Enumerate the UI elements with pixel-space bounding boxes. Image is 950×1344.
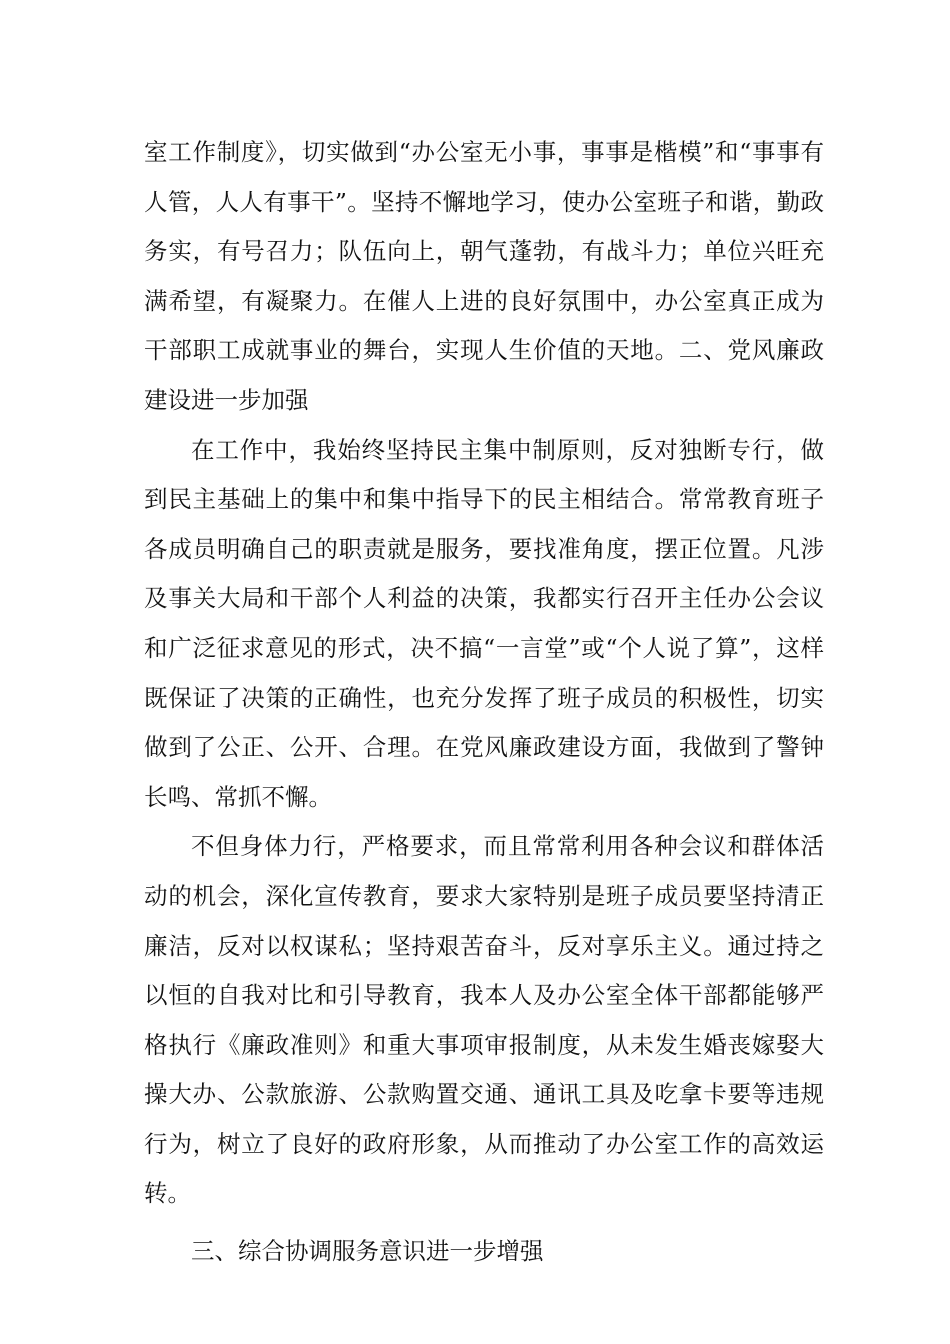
paragraph-3: 不但身体力行，严格要求，而且常常利用各种会议和群体活动的机会，深化宣传教育，要求大家特别是班子成员要坚持清正廉洁，反对以权谋私；坚持艰苦奋斗，反对享乐主义。通过持之以恒的自我对比和引导教育，我本人及办公室全体干部都能够严格执行《廉政准则》和重大事项审报制度，从未发生婚丧嫁娶大操大办、公款旅游、公款购置交通、通讯工具及吃拿卡要等违规行为，树立了良好的政府形象，从而推动了办公室工作的高效运转。 <box>144 832 824 1208</box>
document-body <box>144 128 824 1277</box>
section-heading: 三、综合协调服务意识进一步增强 <box>191 1237 544 1266</box>
paragraph-1: 室工作制度》，切实做到“办公室无小事，事事是楷模”和“事事有人管，人人有事干”。坚持不懈地学习，使办公室班子和谐，勤政务实，有号召力；队伍向上，朝气蓬勃，有战斗力；单位兴旺充满希望，有凝聚力。在催人上进的良好氛围中，办公室真正成为干部职工成就事业的舞台，实现人生价值的天地。二、党风廉政建设进一步加强 <box>144 138 824 414</box>
paragraph-2: 在工作中，我始终坚持民主集中制原则，反对独断专行，做到民主基础上的集中和集中指导下的民主相结合。常常教育班子各成员明确自己的职责就是服务，要找准角度，摆正位置。凡涉及事关大局和干部个人利益的决策，我都实行召开主任办公会议和广泛征求意见的形式，决不搞“一言堂”或“个人说了算”，这样既保证了决策的正确性，也充分发挥了班子成员的积极性，切实做到了公正、公开、合理。在党风廉政建设方面，我做到了警钟长鸣、常抓不懈。 <box>144 435 824 811</box>
